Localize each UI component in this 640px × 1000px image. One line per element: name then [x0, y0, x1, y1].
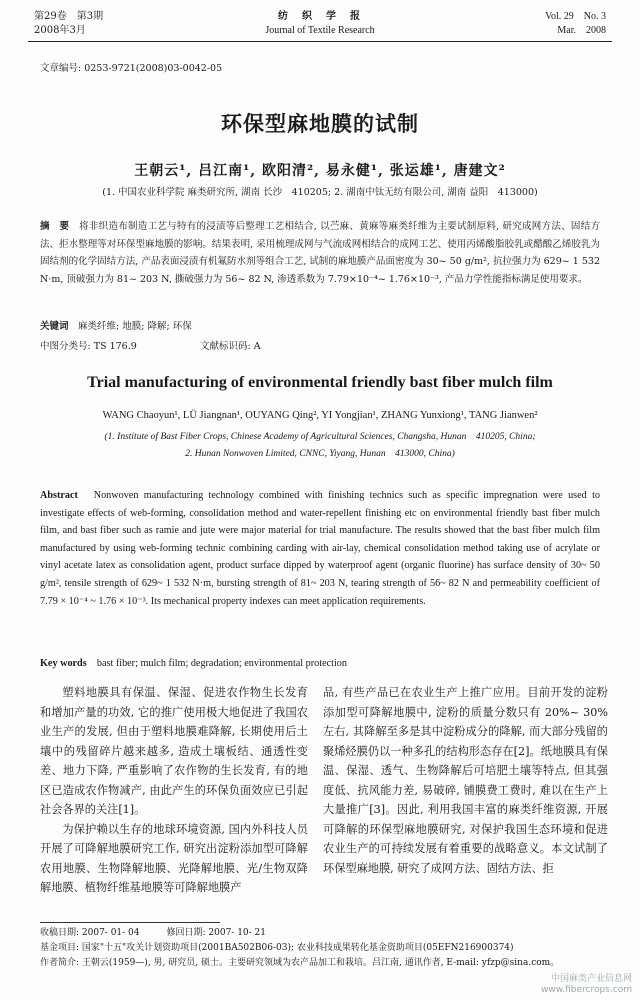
abstract-cn	[40, 218, 600, 288]
affiliation-en	[40, 429, 600, 463]
body-paragraph: 塑料地膜具有保温、保湿、促进农作物生长发育和增加产量的功效, 它的推广使用极大地促进了我国农业生产的发展, 但由于塑料地膜难降解, 长期使用后土壤中的残留碎片越来越多, 造成土壤板结、通透性变差、地力下降, 严重影响了农作物的生长发育, 有的地区已造成农作物减产, 由此产生的环保负面效应已引起社会各界的关注[1]。	[40, 686, 308, 816]
abstract-cn-label: 摘 要	[40, 221, 70, 232]
abstract-en-label: Abstract	[40, 490, 78, 501]
authors-cn: 王朝云¹, 吕江南¹, 欧阳清², 易永健¹, 张运雄¹, 唐建文²	[134, 163, 506, 179]
volume-issue-en: Vol. 29 No. 3	[545, 11, 606, 22]
received-date: 收稿日期: 2007- 01- 04 修回日期: 2007- 10- 21	[40, 928, 267, 938]
keywords-cn-label: 关键词	[40, 321, 69, 332]
affiliation-en-line2: 2. Hunan Nonwoven Limited, CNNC, Yiyang, Hunan 413000, China)	[185, 449, 455, 459]
document-code: 文献标识码: A	[200, 341, 261, 352]
journal-name-en: Journal of Textile Research	[265, 25, 375, 36]
author-bio: 作者简介: 王朝云(1959—), 男, 研究员, 硕士。主要研究领域为农产品加工和栽培。吕江南, 通讯作者, E-mail: yfzp@sina.com。	[40, 958, 560, 968]
watermark-line2: www.fibercrops.com	[541, 985, 632, 995]
title-en: Trial manufacturing of environmental friendly bast fiber mulch film	[87, 374, 553, 391]
body-right-column	[323, 683, 608, 878]
affiliation-cn: (1. 中国农业科学院 麻类研究所, 湖南 长沙 410205; 2. 湖南中钛无纺有限公司, 湖南 益阳 413000)	[102, 187, 538, 198]
site-watermark	[541, 974, 632, 996]
footnotes	[40, 926, 615, 971]
header-rule	[28, 41, 612, 42]
keywords-en	[40, 654, 347, 669]
watermark-line1: 中国麻类产业信息网	[550, 974, 632, 984]
keywords-en-label: Key words	[40, 658, 87, 669]
date-en: Mar. 2008	[557, 25, 606, 36]
affiliation-en-line1: (1. Institute of Bast Fiber Crops, Chinese Academy of Agricultural Sciences, Changsha, Hunan 410205, China;	[104, 432, 536, 442]
body-paragraph: 品, 有些产品已在农业生产上推广应用。目前开发的淀粉添加型可降解地膜中, 淀粉的质量分数只有 20%~ 30% 左右, 其降解至多是其中淀粉成分的降解, 而大部分残留的聚烯烃膜仍以一种多孔的结构形态存在[2]。纸地膜具有保温、保湿、透气、生物降解后可培肥土壤等特点, 但其强度低、抗风能力差, 易破碎, 铺膜费工费时, 难以在生产上大量推广[3]。因此, 利用我国丰富的麻类纤维资源, 开展可降解的环保型麻地膜研究, 对保护我国生态环境和促进农业生产的可持续发展有着重要的战略意义。本文试制了环保型麻地膜, 研究了成网方法、固结方法、拒	[323, 686, 608, 875]
keywords-cn-text: 麻类纤维; 地膜; 降解; 环保	[78, 321, 192, 332]
keywords-cn	[40, 318, 192, 332]
funding-note: 基金项目: 国家"十五"攻关计划资助项目(2001BA502B06-03); 农业科技成果转化基金资助项目(05EFN216900374)	[40, 943, 514, 953]
footnote-rule	[40, 922, 220, 923]
body-paragraph: 为保护赖以生存的地球环境资源, 国内外科技人员开展了可降解地膜研究工作, 研究出淀粉添加型可降解农用地膜、生物降解地膜、光降解地膜、光/生物双降解地膜、植物纤维基地膜等可降解地膜产	[40, 822, 308, 894]
abstract-en	[40, 487, 600, 610]
authors-en: WANG Chaoyun¹, LÜ Jiangnan¹, OUYANG Qing², YI Yongjian¹, ZHANG Yunxiong¹, TANG Jianwen²	[102, 410, 538, 421]
journal-name-cn: 纺 织 学 报	[278, 11, 362, 22]
abstract-cn-text: 将非织造布制造工艺与特有的浸渍等后整理工艺相结合, 以苎麻、黄麻等麻类纤维为主要试制原料, 研究成网方法、固结方法、拒水整理等对环保型麻地膜的影响。结果表明, 采用梳理成网与气流成网相结合的成网工艺、使用丙烯酸脂胶乳或醋酸乙烯胶乳为固结剂的化学固结方法, 产品表面浸渍有机氟防水剂等组合工艺, 试制的麻地膜产品面密度为 30~ 50 g/m², 抗拉强力为 629~ 1 532 N·m, 顶破强力为 81~ 203 N, 撕破强力为 56~ 82 N, 渗透系数为 7.79×10⁻⁴~ 1.76×10⁻³, 产品力学性能指标满足使用要求。	[40, 221, 600, 285]
title-cn: 环保型麻地膜的试制	[221, 111, 419, 136]
date-cn: 2008年3月	[34, 25, 86, 36]
body-left-column	[40, 683, 308, 898]
clc-number: 中图分类号: TS 176.9	[40, 341, 137, 352]
volume-issue-cn: 第29卷 第3期	[34, 11, 104, 22]
article-number: 文章编号: 0253-9721(2008)03-0042-05	[40, 63, 223, 74]
abstract-en-text: Nonwoven manufacturing technology combined with finishing technics such as specific impregnation were used to investigate effects of web-forming, consolidation method and water-repellent finishing etc on environmental friendly bast fiber mulch film, and bast fiber such as ramie and jute were major material for trial manufacture. The results showed that the bast fiber mulch film manufactured by using web-forming technic combining carding with air-lay, chemical consolidation method taking use of acrylate or vinyl acetate latex as consolidation agent, product surface dipped by waterproof agent (organic fluorine) has surface density of 30~ 50 g/m², tensile strength of 629~ 1 532 N·m, bursting strength of 81~ 203 N, tearing strength of 56~ 82 N and permeability coefficient of 7.79 × 10⁻⁴ ~ 1.76 × 10⁻³. Its mechanical property indexes can meet application requirements.	[40, 490, 601, 607]
keywords-en-text: bast fiber; mulch film; degradation; environmental protection	[96, 658, 347, 669]
